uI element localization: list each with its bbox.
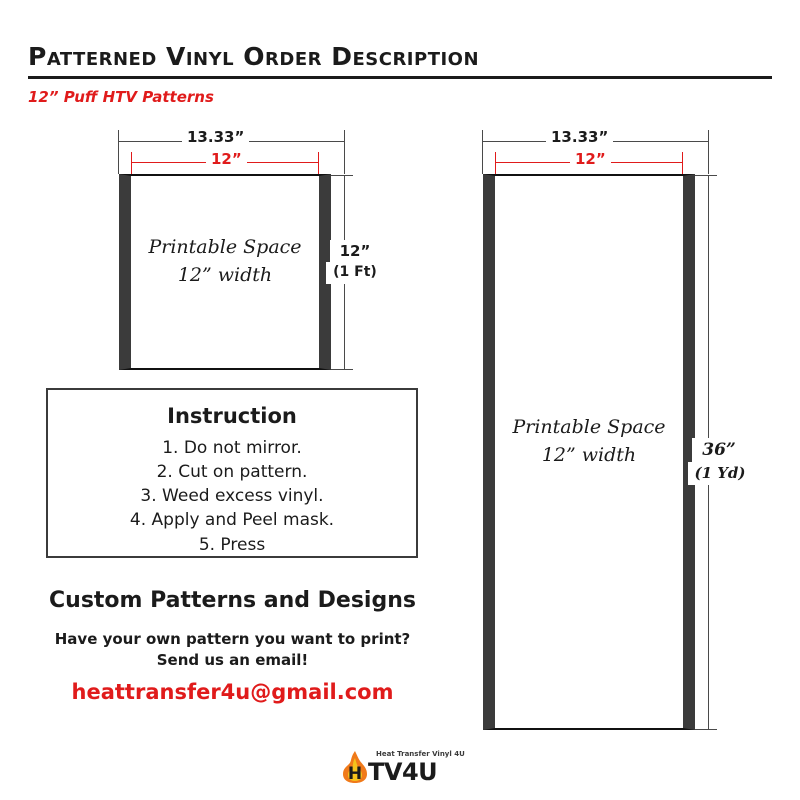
custom-section-line1: Have your own pattern you want to print?: [54, 630, 411, 648]
dim-outer-tick-left-yard: [482, 130, 483, 174]
dim-outer-width-label: 13.33”: [182, 128, 249, 146]
custom-section-title: Custom Patterns and Designs: [49, 588, 416, 613]
dim-height-label-yard: 36”: [692, 438, 746, 463]
title-divider: [28, 76, 772, 79]
custom-section-line2: Send us an email!: [156, 651, 309, 669]
contact-email[interactable]: heattransfer4u@gmail.com: [71, 680, 394, 704]
dim-height-sub-label-yard: (1 Yd): [688, 462, 752, 485]
dim-outer-tick-left: [118, 130, 119, 174]
dim-outer-tick-right-yard: [708, 130, 709, 174]
vinyl-sheet-one-yard: [483, 174, 695, 730]
footer-logo: [338, 748, 468, 788]
dim-outer-width-label-yard: 13.33”: [546, 128, 613, 146]
dim-printable-width-label: 12”: [206, 150, 247, 168]
instruction-step: 1. Do not mirror.: [162, 438, 302, 458]
svg-text:H: H: [347, 764, 363, 784]
dim-height-tick-bottom: [331, 369, 353, 370]
sheet-label-line2-yard: 12” width: [541, 444, 637, 466]
dim-height-tick-bottom-yard: [695, 729, 717, 730]
page-title: Patterned Vinyl Order Description: [28, 42, 480, 71]
dim-outer-tick-right: [344, 130, 345, 174]
instruction-list: [46, 436, 418, 557]
dim-height-tick-top-yard: [695, 175, 717, 176]
flame-icon: [338, 750, 372, 784]
vinyl-sheet-one-foot: [119, 174, 331, 370]
sheet-label-line1-yard: Printable Space: [512, 416, 666, 438]
instruction-step: 3. Weed excess vinyl.: [140, 486, 324, 507]
page-subtitle: 12” Puff HTV Patterns: [28, 88, 214, 106]
dim-height-tick-top: [331, 175, 353, 176]
instruction-title: Instruction: [167, 404, 297, 428]
sheet-label-line1: Printable Space: [148, 236, 302, 258]
instruction-step: 4. Apply and Peel mask.: [129, 510, 335, 531]
sheet-label-line2: 12” width: [177, 264, 273, 286]
dim-height-label: 12”: [330, 240, 380, 263]
logo-tagline: Heat Transfer Vinyl 4U: [376, 750, 465, 758]
instruction-step: 5. Press: [198, 534, 266, 555]
dim-printable-width-label-yard: 12”: [570, 150, 611, 168]
instruction-step: 2. Cut on pattern.: [156, 462, 308, 483]
dim-height-sub-label: (1 Ft): [326, 262, 384, 284]
logo-wordmark: TV4U: [368, 758, 438, 786]
